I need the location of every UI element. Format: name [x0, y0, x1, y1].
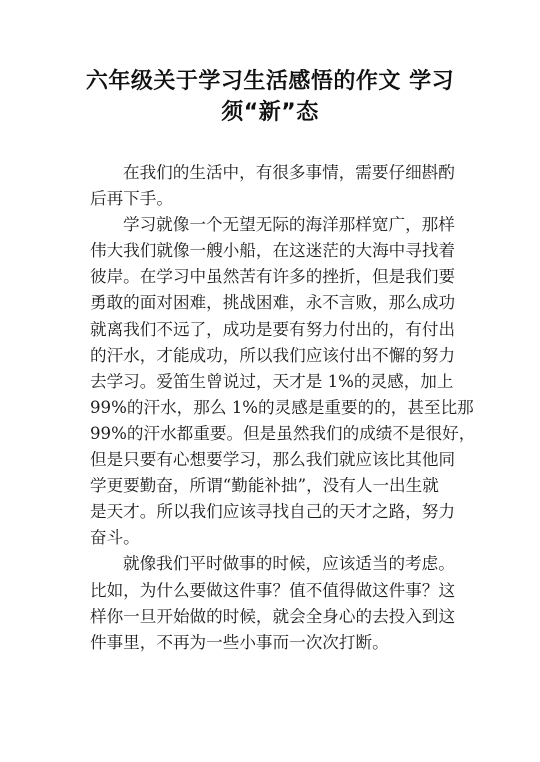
paragraph-line: 件事里，不再为一些小事而一次次打断。 — [90, 632, 389, 652]
paragraph — [90, 551, 460, 655]
paragraph-list — [90, 160, 476, 656]
document-title — [70, 66, 470, 128]
paragraph-line: 勇敢的面对困难，挑战困难，永不言败，那么成功 — [90, 293, 456, 313]
paragraph-line: 的汗水，才能成功，所以我们应该付出不懈的努力 — [90, 345, 456, 365]
paragraph-line: 比如，为什么要做这件事？值不值得做这件事？这 — [90, 580, 456, 600]
title-line-1: 六年级关于学习生活感悟的作文 学习 — [85, 69, 455, 94]
paragraph-line: 奋斗。 — [90, 528, 140, 548]
paragraph — [90, 212, 476, 551]
paragraph-line: 学更要勤奋，所谓“勤能补拙”，没有人一出生就 — [90, 476, 439, 496]
paragraph-line: 就离我们不远了，成功是要有努力付出的，有付出 — [90, 319, 456, 339]
document-body — [90, 160, 476, 656]
paragraph-line: 后再下手。 — [90, 189, 173, 209]
title-line-2: 须“新”态 — [221, 100, 319, 125]
paragraph-line: 但是只要有心想要学习，那么我们就应该比其他同 — [90, 450, 456, 470]
paragraph-line: 99%的汗水，那么 1%的灵感是重要的的，甚至比那 — [90, 397, 474, 417]
paragraph — [90, 160, 460, 212]
paragraph-line: 是天才。所以我们应该寻找自己的天才之路，努力 — [90, 502, 456, 522]
paragraph-line: 学习就像一个无望无际的海洋那样宽广，那样 — [123, 215, 455, 235]
paragraph-line: 伟大我们就像一艘小船，在这迷茫的大海中寻找着 — [90, 241, 456, 261]
paragraph-line: 99%的汗水都重要。但是虽然我们的成绩不是很好， — [90, 423, 476, 443]
paragraph-line: 去学习。爱笛生曾说过，天才是 1%的灵感，加上 — [90, 371, 454, 391]
paragraph-line: 在我们的生活中，有很多事情，需要仔细斟酌 — [123, 163, 455, 182]
paragraph-line: 就像我们平时做事的时候，应该适当的考虑。 — [123, 554, 455, 574]
paragraph-line: 彼岸。在学习中虽然苦有许多的挫折，但是我们要 — [90, 267, 456, 287]
paragraph-line: 样你一旦开始做的时候，就会全身心的去投入到这 — [90, 606, 456, 626]
